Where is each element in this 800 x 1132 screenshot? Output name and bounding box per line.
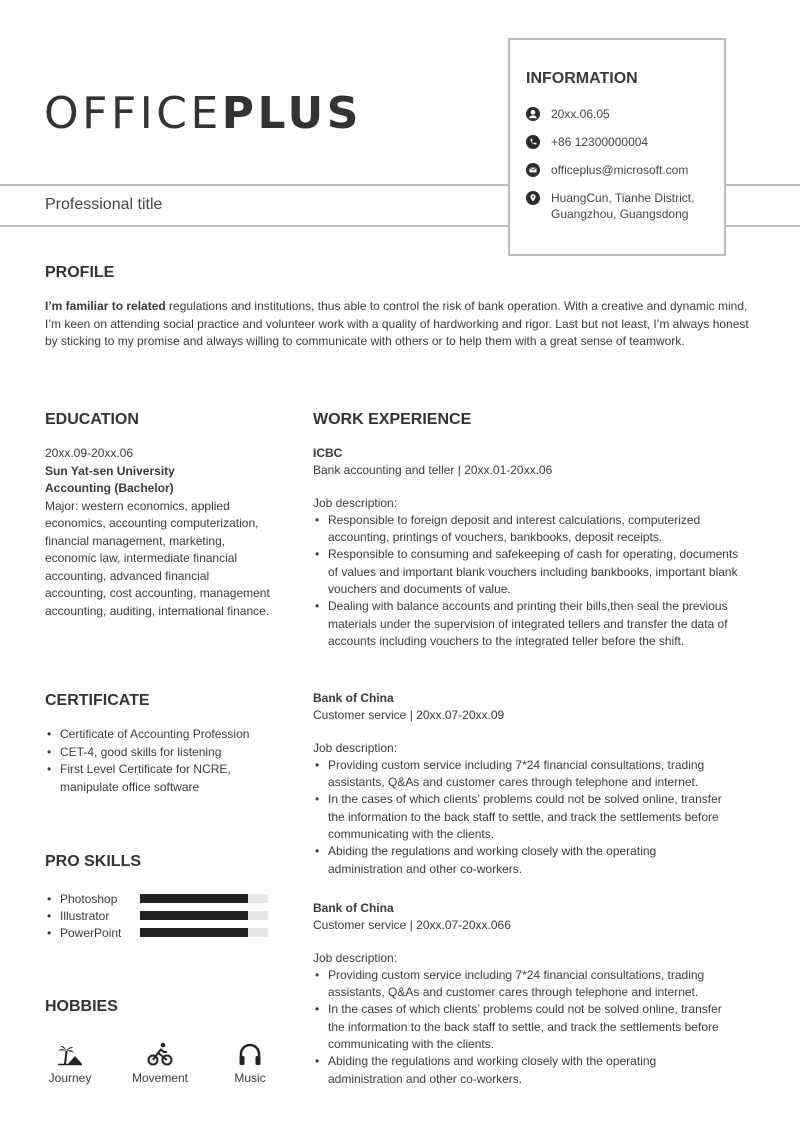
profile-title: PROFILE [45,264,115,281]
name-last: PLUS [221,88,362,139]
resume-name [44,88,362,139]
address-line-2: Guangzhou, Guangsdong [551,207,689,221]
job-role: Customer service | 20xx.07-20xx.066 [313,918,511,933]
education-title: EDUCATION [45,411,139,428]
job-bullet: • In the cases of which clients’ problems could not be solved online, transfer the information to the back staff to settle, and track the settlements before communicating with the clients. [313,791,733,843]
job-description-label: Job description: [313,740,398,755]
skill-label: • PowerPoint [45,926,140,940]
email-icon [526,163,540,177]
certificate-title: CERTIFICATE [45,692,150,709]
skill-row [45,890,285,907]
education-major: Major: western economics, applied economics, accounting computerization, financial management, marketing, economic law, intermediate financial accounting, advanced financial accounting, cost accounting, management accounting, auditing, international finance. [45,498,270,618]
hobby-movement [130,1040,190,1085]
job-entry [313,445,763,650]
hobby-label: Music [234,1071,266,1085]
location-pin-icon [526,191,540,205]
job-bullets [313,967,733,1088]
job-description-label: Job description: [313,950,398,965]
cycling-icon [146,1040,174,1068]
skill-bar-fill [140,894,248,903]
address-line-1: HuangCun, Tianhe District, [551,191,695,205]
skill-bar [140,894,268,903]
skill-label: • Illustrator [45,909,140,923]
hobbies-list [40,1040,280,1085]
certificate-item: • Certificate of Accounting Profession [45,726,280,744]
job-bullet: • Responsible to foreign deposit and interest calculations, computerized accounting, printings of vouchers, bankbooks, deposit receipts. [313,512,743,547]
information-box [508,38,726,256]
hobby-label: Journey [48,1071,92,1085]
job-company: ICBC [313,446,343,460]
pro-skills-title: PRO SKILLS [45,853,142,870]
job-bullets [313,512,743,650]
education-period: 20xx.09-20xx.06 [45,446,134,460]
skill-label: • Photoshop [45,892,140,906]
work-experience-title: WORK EXPERIENCE [313,411,472,428]
job-bullets [313,757,733,878]
education-degree: Accounting (Bachelor) [45,481,174,495]
address-text [551,190,694,222]
hobby-journey [40,1040,100,1085]
headphones-icon [236,1040,264,1068]
job-company: Bank of China [313,901,394,915]
palm-tree-icon [56,1040,84,1068]
professional-title: Professional title [45,196,163,213]
profile-lead: I’m familiar to related [45,299,166,313]
email-text: officeplus@microsoft.com [551,163,689,177]
education-content [45,445,285,620]
name-first: OFFICE [44,88,222,139]
job-role: Bank accounting and teller | 20xx.01-20xx.06 [313,463,553,478]
job-entry [313,900,763,1088]
job-entry [313,690,763,878]
skill-bar-fill [140,928,248,937]
job-bullet: • Providing custom service including 7*24 financial consultations, trading assistants, Q&As and customer cares through telephone and internet. [313,967,733,1002]
job-bullet: • Dealing with balance accounts and printing their bills,then seal the previous materials under the supervision of integrated tellers and transfer the data of accounts including vouchers to the integrated teller before the shift. [313,598,743,650]
job-bullet: • Abiding the regulations and working closely with the operating administration and other co-workers. [313,1053,733,1088]
skill-row [45,924,285,941]
job-company: Bank of China [313,691,394,705]
job-bullet: • Providing custom service including 7*24 financial consultations, trading assistants, Q&As and customer cares through telephone and internet. [313,757,733,792]
info-address [526,190,710,222]
hobby-music [220,1040,280,1085]
profile-text [45,298,757,351]
profile-body: regulations and institutions, thus able to control the risk of bank operation. With a creative and dynamic mind, I’m keen on attending social practice and volunteer work with a quality of hardworking and rigor. Last but not least, I’m always honest by sticking to my promise and always willing to communicate with others or to help them with a great sense of teamwork. [45,299,749,348]
phone-icon [526,135,540,149]
job-bullet: • Responsible to consuming and safekeeping of cash for operating, documents of values and important blank vouchers including bankbooks, important blank vouchers and documents of value. [313,546,743,598]
hobbies-title: HOBBIES [45,998,118,1015]
user-icon [526,107,540,121]
information-title: INFORMATION [526,70,638,87]
job-bullet: • In the cases of which clients’ problems could not be solved online, transfer the information to the back staff to settle, and track the settlements before communicating with the clients. [313,1001,733,1053]
skill-bar-fill [140,911,248,920]
phone-text: +86 12300000004 [551,135,649,149]
skill-bar [140,928,268,937]
education-school: Sun Yat-sen University [45,463,175,478]
info-email [526,162,710,178]
skills-list [45,890,285,941]
certificate-item: • First Level Certificate for NCRE, manipulate office software [45,761,280,796]
job-bullet: • Abiding the regulations and working closely with the operating administration and other co-workers. [313,843,733,878]
hobby-label: Movement [131,1071,189,1085]
info-birthdate [526,106,710,122]
skill-row [45,907,285,924]
job-description-label: Job description: [313,495,398,510]
info-phone [526,134,710,150]
skill-bar [140,911,268,920]
job-role: Customer service | 20xx.07-20xx.09 [313,708,505,723]
birthdate-text: 20xx.06.05 [551,107,610,121]
certificate-item: • CET-4, good skills for listening [45,744,280,762]
certificate-list [45,726,280,796]
